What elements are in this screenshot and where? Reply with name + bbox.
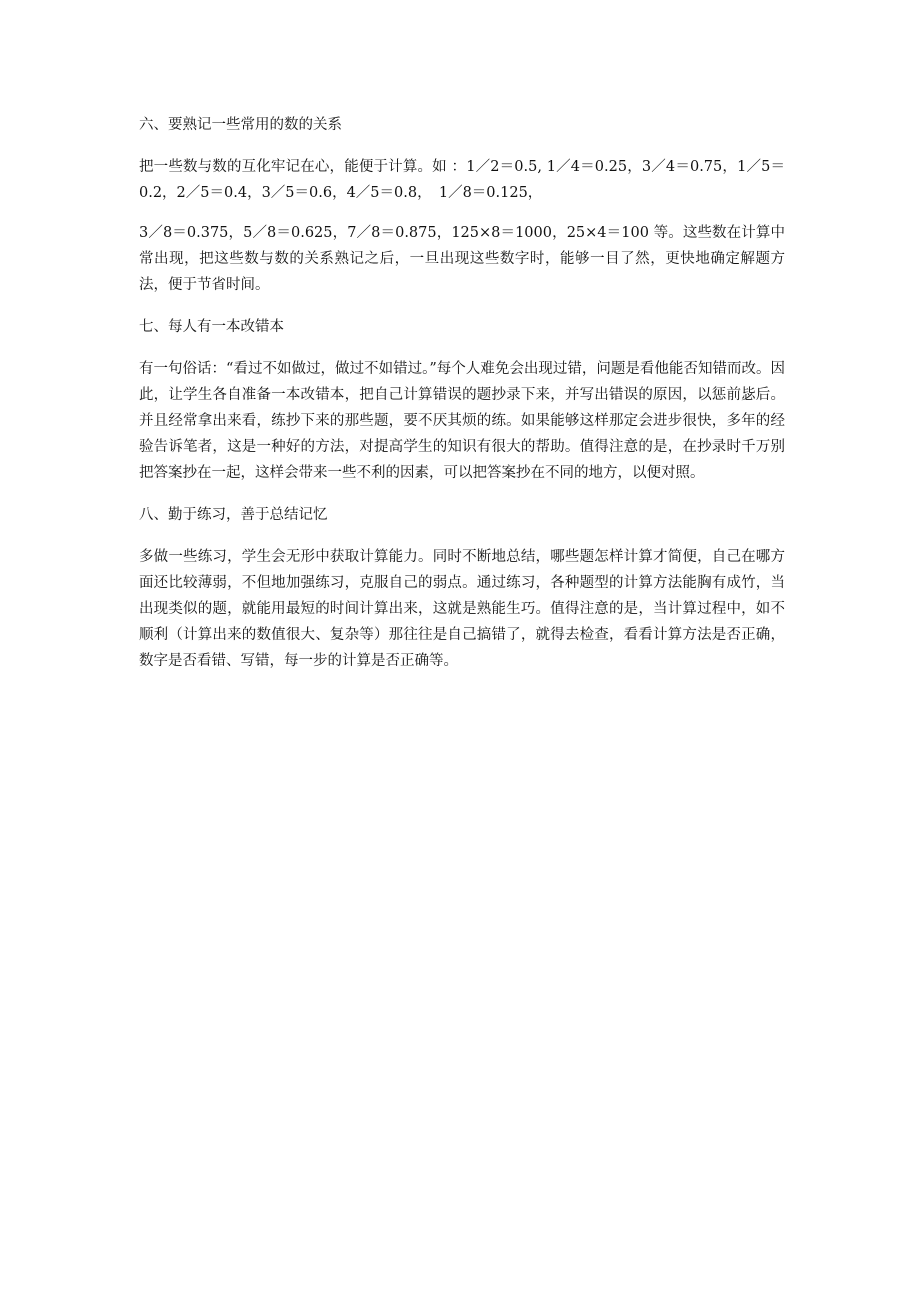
document-body (139, 112, 785, 674)
section-6-paragraph-2: 3／8＝0.375，5／8＝0.625，7／8＝0.875，125×8＝1000，25×4＝100 等。这些数在计算中常出现，把这些数与数的关系熟记之后，一旦出现这些数字时，能够一目了然，更快地确定解题方法，便于节省时间。 (139, 225, 785, 293)
section-heading-7: 七、每人有一本改错本 (139, 319, 284, 335)
section-7-paragraph-1: 有一句俗话：“看过不如做过，做过不如错过。”每个人难免会出现过错，问题是看他能否知错而改。因此，让学生各自准备一本改错本，把自己计算错误的题抄录下来，并写出错误的原因，以惩前毖后。并且经常拿出来看，练抄下来的那些题，要不厌其烦的练。如果能够这样那定会进步很快，多年的经验告诉笔者，这是一种好的方法，对提高学生的知识有很大的帮助。值得注意的是，在抄录时千万别把答案抄在一起，这样会带来一些不利的因素，可以把答案抄在不同的地方，以便对照。 (139, 361, 785, 481)
section-heading-8: 八、勤于练习，善于总结记忆 (139, 507, 328, 523)
section-6-paragraph-1: 把一些数与数的互化牢记在心，能便于计算。如 ：1／2＝0.5, 1／4＝0.25，3／4＝0.75，1／5＝0.2，2／5＝0.4，3／5＝0.6，4／5＝0.8， 1／8＝0.125， (139, 159, 785, 201)
section-8-paragraph-1: 多做一些练习，学生会无形中获取计算能力。同时不断地总结，哪些题怎样计算才简便，自己在哪方面还比较薄弱，不但地加强练习，克服自己的弱点。通过练习，各种题型的计算方法能胸有成竹，当出现类似的题，就能用最短的时间计算出来，这就是熟能生巧。值得注意的是，当计算过程中，如不顺利（计算出来的数值很大、复杂等）那往往是自己搞错了，就得去检查，看看计算方法是否正确，数字是否看错、写错，每一步的计算是否正确等。 (139, 549, 785, 669)
section-heading-6: 六、要熟记一些常用的数的关系 (139, 117, 342, 133)
